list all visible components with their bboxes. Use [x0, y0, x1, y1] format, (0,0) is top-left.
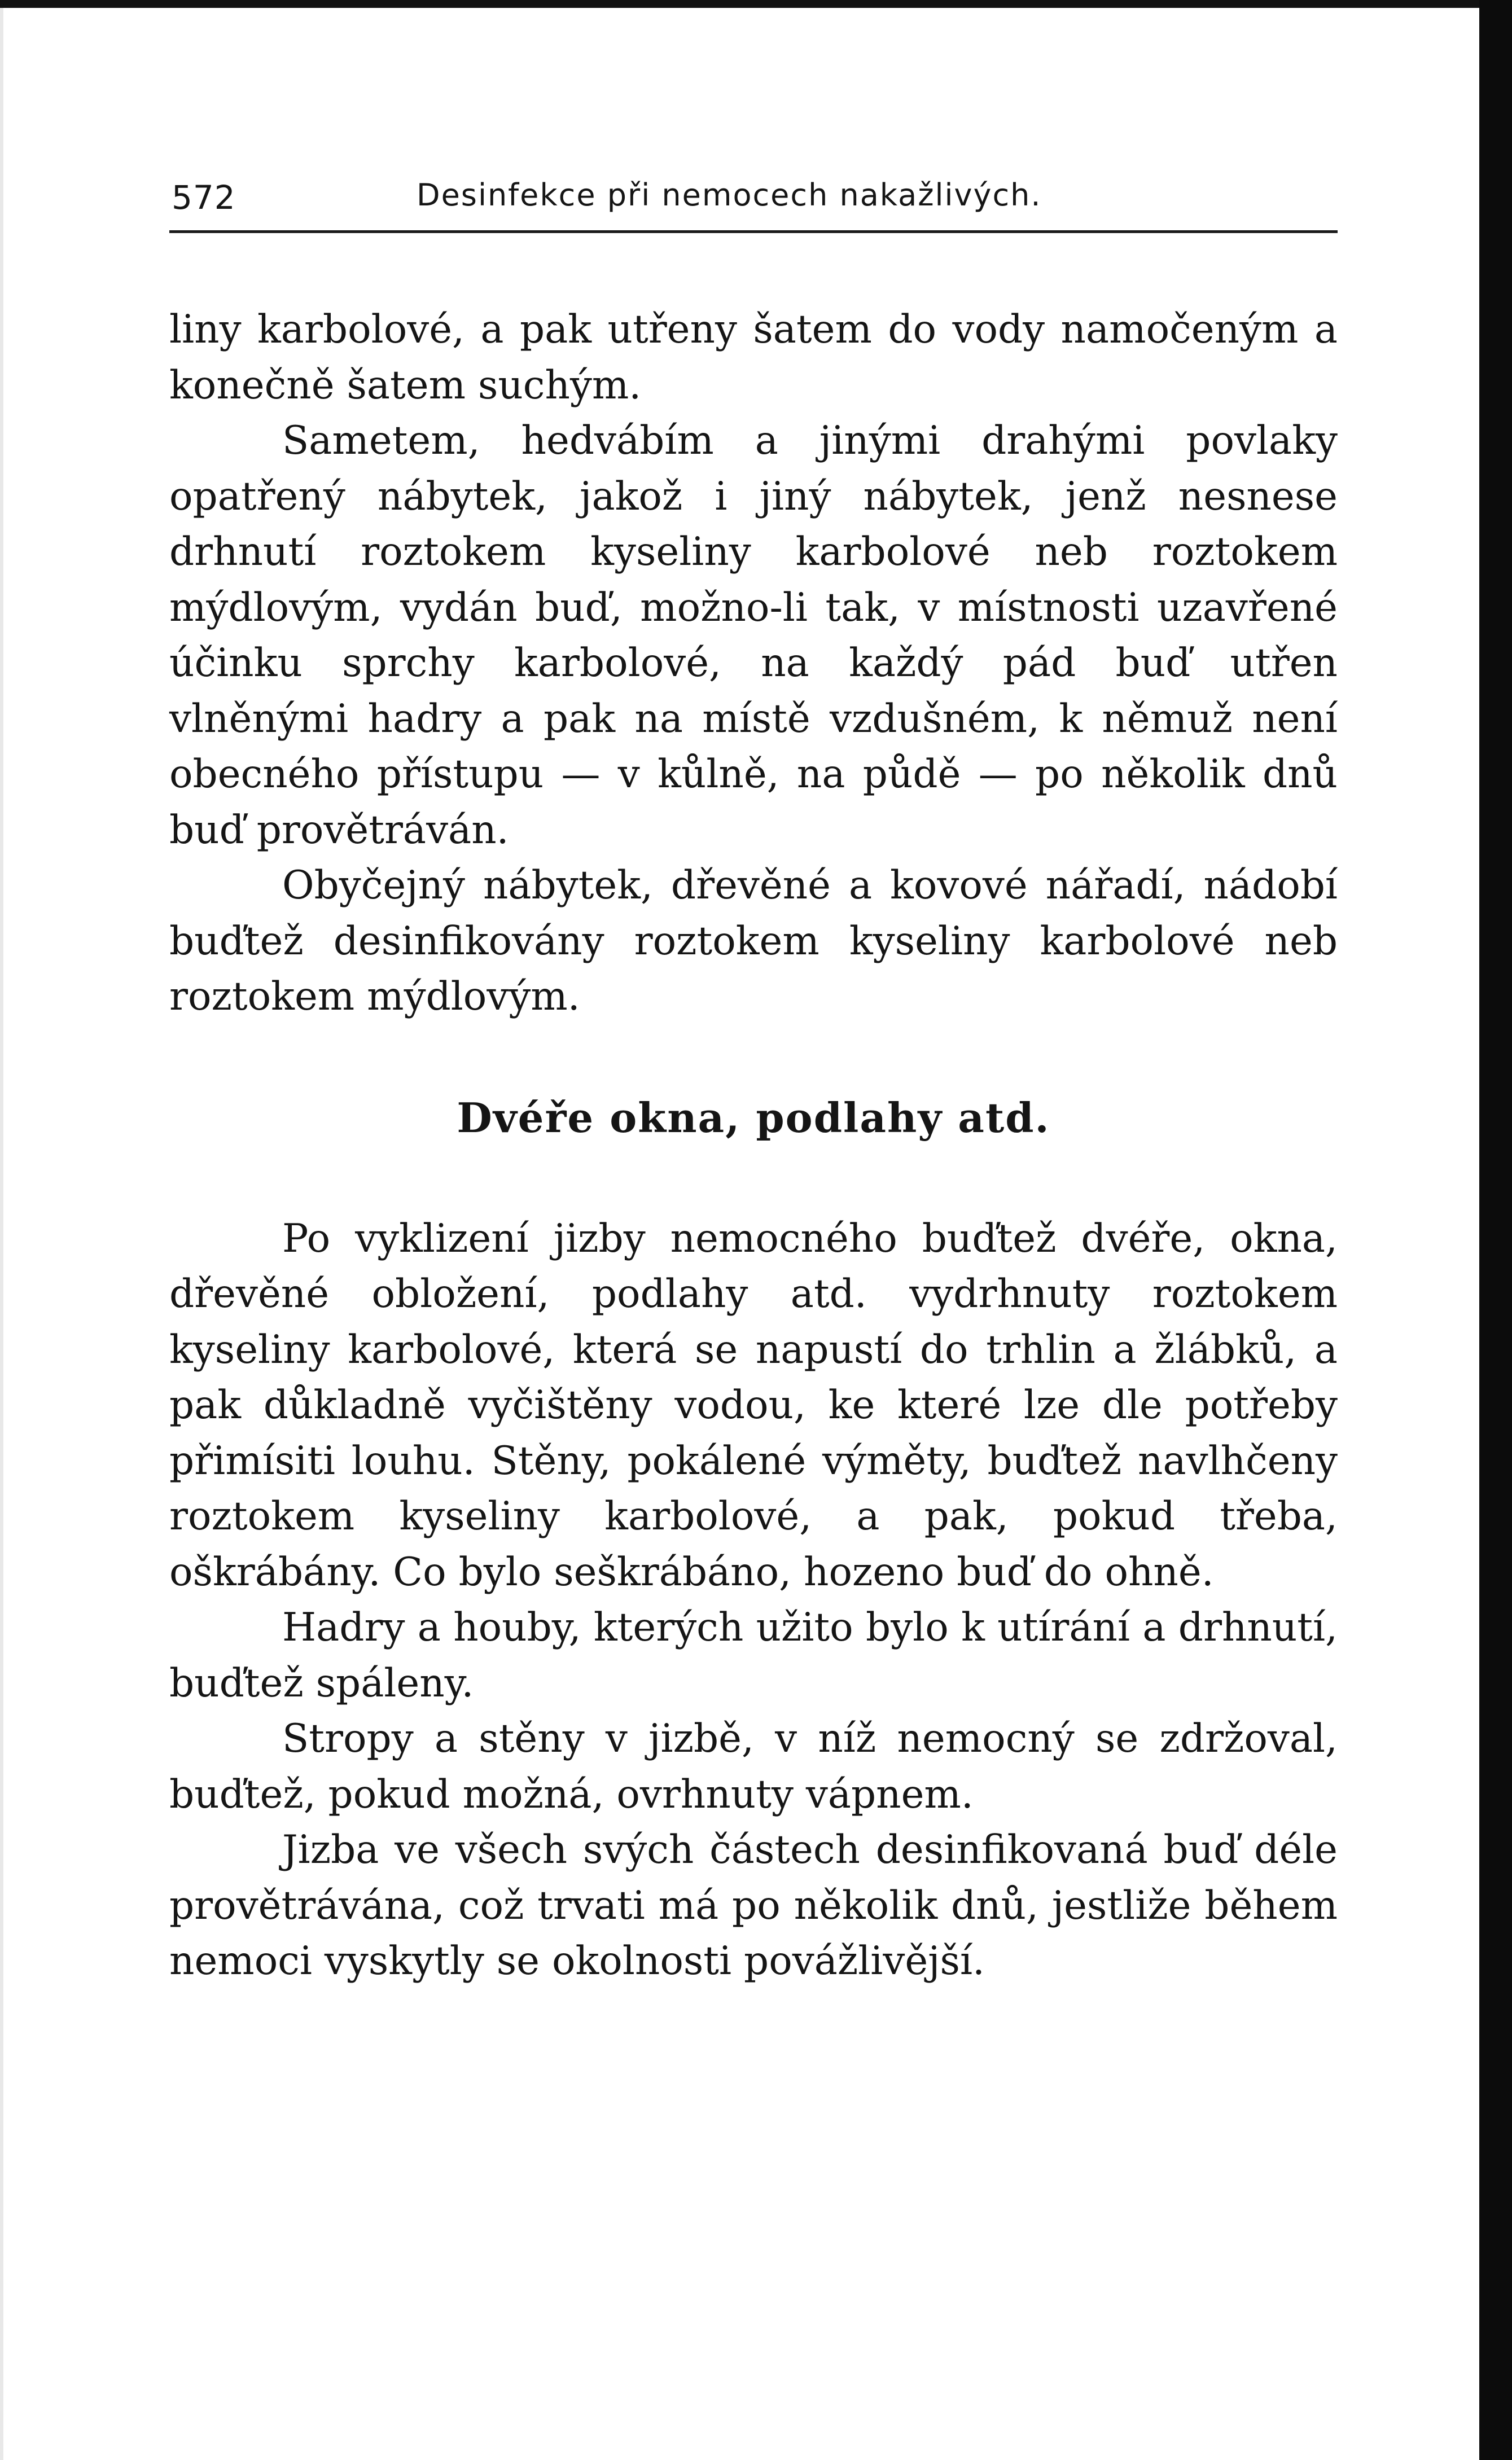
header-rule	[169, 230, 1338, 233]
body-text	[169, 302, 1338, 1989]
paragraph-ceilings-walls: Stropy a stěny v jizbě, v níž nemocný se zdržoval, buďtež, pokud možná, ovrhnuty vápnem.	[169, 1716, 1338, 1817]
scan-edge-left	[0, 0, 3, 2460]
paragraph-doors-windows: Po vyklizení jizby nemocného buďtež dvéře, okna, dřevěné obložení, podlahy atd. vydrhnuty roztokem kyseliny karbolové, která se napustí do trhlin a žlábků, a pak důkladně vyčištěny vodou, ke které lze dle potřeby přimísiti louhu. Stěny, pokálené výměty, buďtež navlhčeny roztokem kyseliny karbolové, a pak, pokud třeba, oškrábány. Co bylo seškrábáno, hozeno buď do ohně.	[169, 1216, 1338, 1595]
book-page	[169, 0, 1338, 2460]
paragraph-upholstered-furniture: Sametem, hedvábím a jinými drahými povlaky opatřený nábytek, jakož i jiný nábytek, jenž nesnese drhnutí roztokem kyseliny karbolové neb roztokem mýdlovým, vydán buď, možno-li tak, v místnosti uzavřené účinku sprchy karbolové, na každý pád buď utřen vlněnými hadry a pak na místě vzdušném, k němuž není obecného přístupu — v kůlně, na půdě — po několik dnů buď provětráván.	[169, 418, 1338, 853]
running-title: Desinfekce při nemocech nakažlivých.	[417, 177, 1042, 213]
paragraph-room-ventilation: Jizba ve všech svých částech desinfikovaná buď déle provětrávána, což trvati má po několik dnů, jestliže během nemoci vyskytly se okolnosti povážlivější.	[169, 1827, 1338, 1984]
section-heading: Dvéře okna, podlahy atd.	[457, 1093, 1050, 1142]
paragraph-continued: liny karbolové, a pak utřeny šatem do vody namočeným a konečně šatem suchým.	[169, 307, 1338, 408]
paragraph-rags-sponges: Hadry a houby, kterých užito bylo k utírání a drhnutí, buďtež spáleny.	[169, 1605, 1338, 1706]
running-head	[169, 169, 1338, 231]
page-number: 572	[172, 178, 236, 217]
scan-border-right	[1479, 0, 1512, 2460]
paragraph-ordinary-furniture: Obyčejný nábytek, dřevěné a kovové nářadí, nádobí buďtež desinfikovány roztokem kyseliny karbolové neb roztokem mýdlovým.	[169, 863, 1338, 1019]
